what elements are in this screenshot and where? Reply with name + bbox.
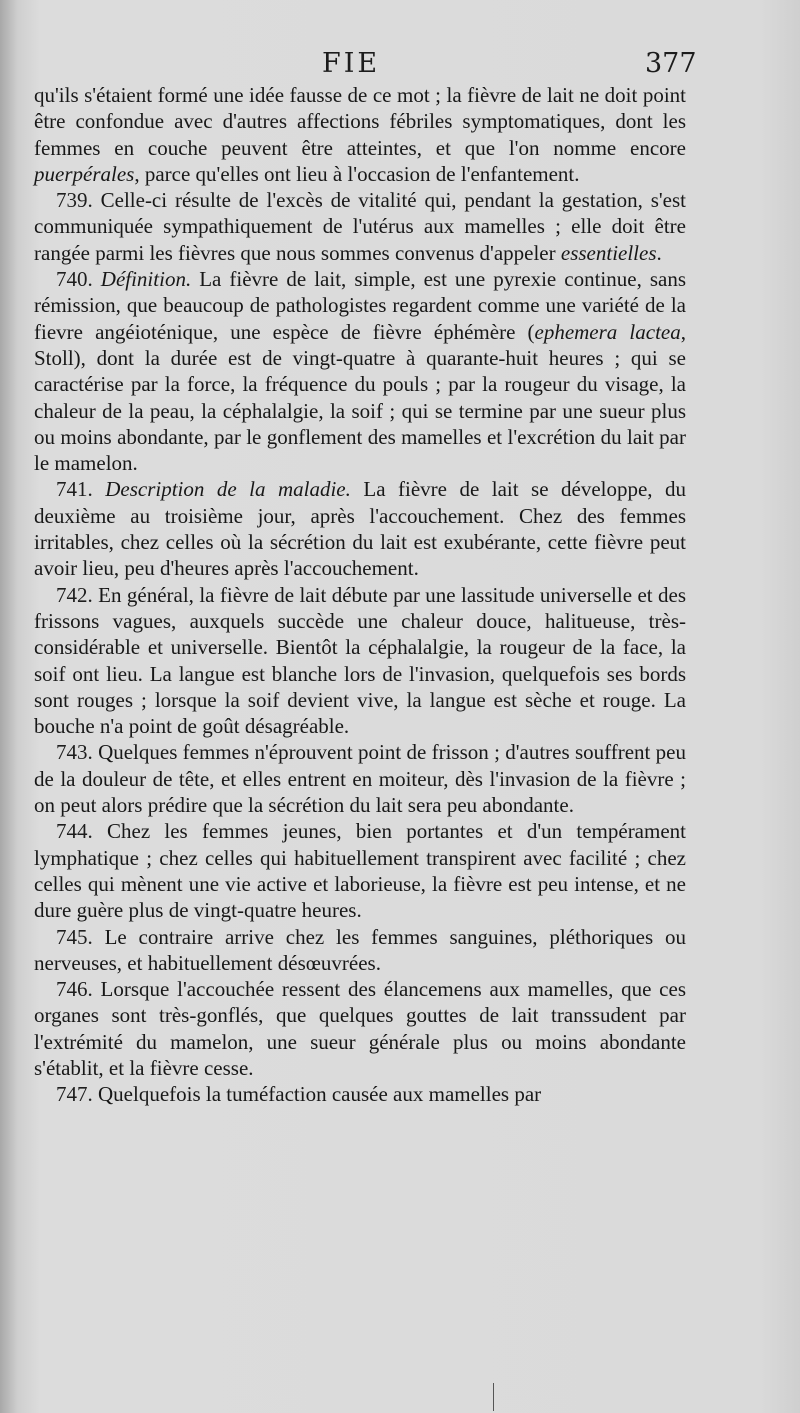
text-run: En général, la fièvre de lait débute par une lassitude universelle et des frissons vagues, auxquels succède une chaleur douce, halitueuse, très-considérable et universelle. Bientôt la céphalalgie, la rougeur de la face, la soif ont lieu. La langue est blanche lors de l'invasion, quelquefois ses bords sont rouges ; lorsque la soif devient vive, la langue est sèche et rouge. La bouche n'a point de goût désagréable. [34,582,686,739]
paragraph [34,1081,686,1107]
paragraph-number: 739. [56,188,93,213]
italic-text: puerpérales [34,161,135,186]
text-run: . [656,240,662,265]
paragraph [34,924,686,977]
text-run: qu'ils s'étaient formé une idée fausse de ce mot ; la fièvre de lait ne doit point être confondue avec d'autres affections fébriles symptomatiques, dont les femmes en couche peuvent être atteintes, et que l'on nomme encore [34,83,686,160]
paragraph-number: 745. [56,924,93,949]
paragraph-heading: Définition. [100,267,192,292]
body-text [34,82,686,1108]
stray-ink-mark [493,1383,494,1411]
text-run: La fièvre de lait, simple, est une pyrexie continue, sans rémission, que beaucoup de pathologistes regardent comme une variété de la fievre angéioténique, une espèce de fièvre éphémère ( [34,267,687,344]
paragraph [34,187,686,266]
text-run: Celle-ci résulte de l'excès de vitalité qui, pendant la gestation, s'est communiquée sympathiquement de l'utérus aux mamelles ; elle doit être rangée parmi les fièvres que nous sommes convenus d'appeler [34,188,687,265]
paragraph-number: 743. [56,740,93,765]
text-run: , parce qu'elles ont lieu à l'occasion de l'enfantement. [134,161,580,186]
paragraph-number: 746. [56,977,93,1002]
text-run: Quelques femmes n'éprouvent point de frisson ; d'autres souffrent peu de la douleur de tête, et elles entrent en moiteur, dès l'invasion de la fièvre ; on peut alors prédire que la sécrétion du lait sera peu abondante. [34,740,686,818]
paragraph [34,266,686,476]
paragraph [34,976,686,1081]
page-number: 377 [645,48,697,79]
paragraph-number: 747. [56,1082,93,1107]
text-run: Lorsque l'accouchée ressent des élancemens aux mamelles, que ces organes sont très-gonflés, que quelques gouttes de lait transsudent par l'extrémité du mamelon, une sueur générale plus ou moins abondante s'établit, et la fièvre cesse. [34,977,686,1080]
paragraph [34,739,686,818]
paragraph [34,818,686,923]
paragraph-number: 742. [56,582,93,607]
paragraph-heading: Description de la maladie. [105,477,351,502]
paragraph-number: 741. [56,477,93,502]
paragraph [34,582,686,740]
italic-text: ephemera lactea [534,319,681,344]
running-title: FIE [322,48,381,79]
text-run: Le contraire arrive chez les femmes sanguines, pléthoriques ou nerveuses, et habituellement désœuvrées. [34,924,686,975]
paragraph [34,82,686,187]
paragraph-number: 744. [56,819,93,844]
text-run: , Stoll), dont la durée est de vingt-quatre à quarante-huit heures ; qui se caractérise par la force, la fréquence du pouls ; par la rougeur du visage, la chaleur de la peau, la céphalalgie, la soif ; qui se termine par une sueur plus ou moins abondante, par le gonflement des mamelles et l'excrétion du lait par le mamelon. [34,319,686,476]
paragraph [34,476,686,581]
page-header [0,44,800,84]
italic-text: essentielles [560,240,657,265]
text-run: Quelquefois la tuméfaction causée aux mamelles par [98,1082,542,1107]
text-run: Chez les femmes jeunes, bien portantes et d'un tempérament lymphatique ; chez celles qui habituellement transpirent avec facilité ; chez celles qui mènent une vie active et laborieuse, la fièvre est peu intense, et ne dure guère plus de vingt-quatre heures. [34,819,686,923]
text-run: La fièvre de lait se développe, du deuxième au troisième jour, après l'accouchement. Chez des femmes irritables, chez celles où la sécrétion du lait est exubérante, cette fièvre peut avoir lieu, peu d'heures après l'accouchement. [34,477,687,581]
paragraph-number: 740. [56,267,93,292]
